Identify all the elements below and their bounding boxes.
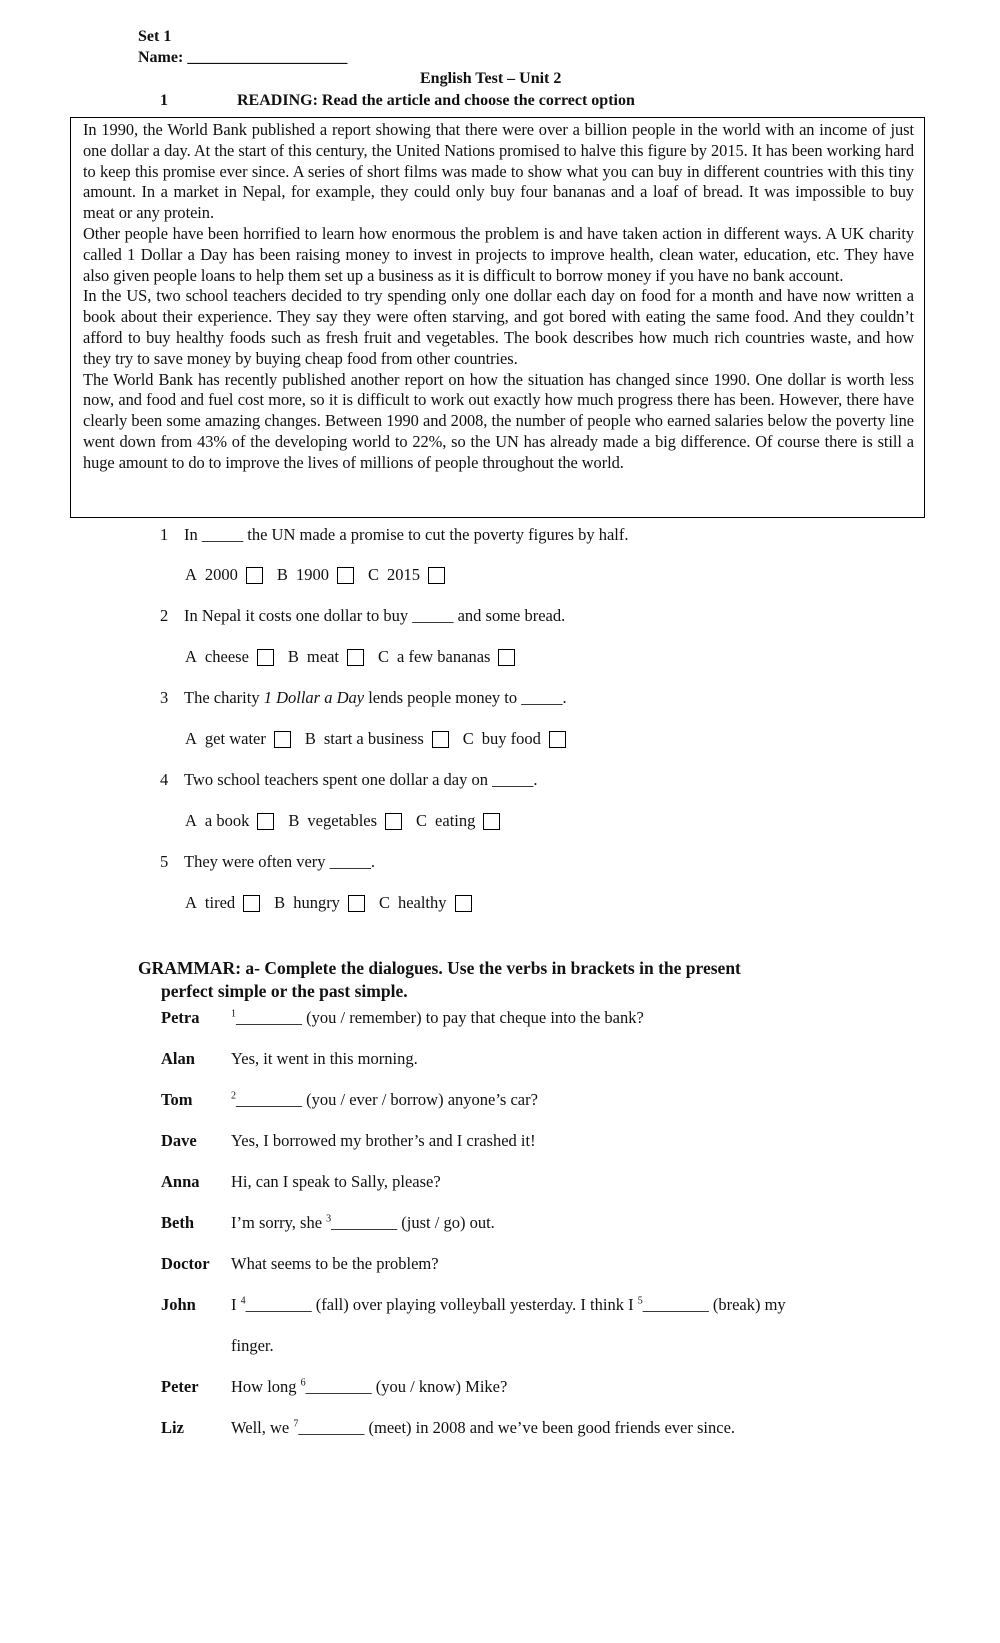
option-checkbox[interactable] [348,895,365,912]
dialogue-text: Yes, I borrowed my brother’s and I crashed it! [231,1131,536,1150]
question-text: In Nepal it costs one dollar to buy _____ and some bread. [184,606,566,625]
question-number: 4 [160,770,169,789]
option-text: eating [435,811,476,830]
question-1-options [185,565,459,585]
option-letter: B [287,647,299,666]
dialogue-line [161,1131,536,1151]
gap-number: 5 [637,1295,643,1307]
dialogue-text [231,1090,538,1110]
question-number: 1 [160,525,169,544]
dialogue-text: finger. [231,1336,274,1355]
dialogue-gap[interactable]: ________ (just / go) out. [331,1213,495,1232]
option-checkbox[interactable] [347,649,364,666]
option-letter: C [377,647,389,666]
question-4-options [185,811,514,831]
option-text: a few bananas [397,647,491,666]
option-b [288,647,364,667]
option-a [185,647,274,667]
dialogue-gap[interactable]: ________ (you / ever / borrow) anyone’s car? [236,1090,538,1109]
speaker-name: Peter [161,1377,199,1396]
option-letter: C [416,811,428,830]
article-paragraph-1: In 1990, the World Bank published a report showing that there were over a billion people in the world with an income of just one dollar a day. At the start of this century, the United Nations promised to halve this figure by 2015. It has been working hard to keep this promise ever since. A series of short films was made to show what you can buy in different countries with this tiny amount. In a market in Nepal, for example, they could only buy four bananas and a loaf of bread. It was impossible to buy meat or any protein. [83,120,914,223]
option-c [379,893,472,913]
gap-number: 3 [326,1213,332,1225]
option-letter: B [288,811,300,830]
option-checkbox[interactable] [498,649,515,666]
grammar-instructions-cont: perfect simple or the past simple. [161,981,408,1001]
speaker-name: Tom [161,1090,193,1109]
dialogue-gap[interactable]: ________ (fall) over playing volleyball yesterday. I think I [245,1295,638,1314]
question-5-options [185,893,486,913]
question-2-options [185,647,529,667]
option-text: 1900 [295,565,329,584]
question-text-end: lends people money to _____. [364,688,567,707]
dialogue-line [161,1049,418,1069]
option-checkbox[interactable] [385,813,402,830]
question-number: 3 [160,688,169,707]
dialogue-line [161,1418,735,1438]
dialogue-gap[interactable]: ________ (you / remember) to pay that cheque into the bank? [236,1008,644,1027]
option-a [185,565,263,585]
test-title: English Test – Unit 2 [420,70,562,87]
option-b [274,893,365,913]
dialogue-text: What seems to be the problem? [231,1254,439,1273]
option-c [463,729,566,749]
dialogue-line [161,1008,644,1028]
option-letter: C [367,565,379,584]
question-number: 2 [160,606,169,625]
grammar-instructions: GRAMMAR: a- Complete the dialogues. Use the verbs in brackets in the present [138,958,741,978]
option-checkbox[interactable] [549,731,566,748]
dialogue-gap[interactable]: ________ (break) my [642,1295,786,1314]
speaker-name: Beth [161,1213,194,1232]
speaker-name: John [161,1295,196,1314]
option-text: vegetables [307,811,378,830]
option-text: tired [204,893,236,912]
dialogue-text [231,1008,644,1028]
option-text: get water [204,729,266,748]
question-4 [160,770,538,790]
option-letter: A [185,729,197,748]
dialogue-text [231,1377,507,1397]
question-text-start: The charity [184,688,264,707]
gap-number: 6 [300,1377,306,1389]
speaker-name: Anna [161,1172,200,1191]
dialogue-gap[interactable]: ________ (you / know) Mike? [305,1377,508,1396]
option-checkbox[interactable] [432,731,449,748]
speaker-name: Petra [161,1008,200,1027]
speaker-name: Liz [161,1418,184,1437]
option-checkbox[interactable] [455,895,472,912]
dialogue-text [231,1213,495,1233]
option-text: start a business [323,729,424,748]
option-letter: B [274,893,286,912]
option-b [288,811,402,831]
option-letter: A [185,565,197,584]
dialogue-text [231,1295,786,1315]
dialogue-line [161,1213,495,1233]
question-text: In _____ the UN made a promise to cut the poverty figures by half. [184,525,629,544]
option-checkbox[interactable] [483,813,500,830]
option-letter: A [185,811,197,830]
option-checkbox[interactable] [257,813,274,830]
dialogue-text: Hi, can I speak to Sally, please? [231,1172,441,1191]
option-letter: C [378,893,390,912]
option-a [185,729,291,749]
option-b [277,565,354,585]
dialogue-line [161,1377,507,1397]
option-a [185,811,274,831]
gap-number: 1 [231,1008,236,1020]
reading-instructions: READING: Read the article and choose the correct option [237,92,635,109]
option-text: healthy [397,893,447,912]
option-letter: A [185,893,197,912]
dialogue-line [161,1172,441,1192]
option-letter: B [304,729,316,748]
option-checkbox[interactable] [274,731,291,748]
option-c [368,565,445,585]
text-part: I’m sorry, she [231,1213,327,1232]
article-paragraph-4: The World Bank has recently published another report on how the situation has changed since 1990. One dollar is worth less now, and food and fuel cost more, so it is difficult to work out exactly how much progress there has been. However, there have clearly been some amazing changes. Between 1990 and 2008, the number of people who earned salaries below the poverty line went down from 43% of the developing world to 22%, so the UN has already made a big difference. Of course there is still a huge amount to do to improve the lives of millions of people throughout the world. [83,369,914,472]
option-checkbox[interactable] [243,895,260,912]
option-text: buy food [481,729,541,748]
speaker-name [161,1336,231,1356]
article-paragraph-3: In the US, two school teachers decided to try spending only one dollar each day on food for a month and have now written a book about their experience. They say they were often starving, and got bored with eating the same food. And they couldn’t afford to buy healthy foods such as fresh fruit and vegetables. The book describes how much rich countries waste, and how they try to save money by buying cheap food from other countries. [83,286,914,368]
question-text: They were often very _____. [184,852,376,871]
question-5 [160,852,375,872]
dialogue-text: Yes, it went in this morning. [231,1049,418,1068]
option-b [305,729,449,749]
set-label: Set 1 [138,28,172,45]
text-part: Well, we [231,1418,294,1437]
gap-number: 7 [293,1418,299,1430]
gap-number: 2 [231,1090,236,1102]
dialogue-text [231,1418,735,1438]
option-checkbox[interactable] [428,567,445,584]
option-text: 2000 [204,565,238,584]
speaker-name: Alan [161,1049,195,1068]
option-text: hungry [293,893,340,912]
article-paragraph-2: Other people have been horrified to learn how enormous the problem is and have taken action in different ways. A UK charity called 1 Dollar a Day has been raising money to invest in projects to improve health, clean water, education, etc. They have also given people loans to help them set up a business as it is difficult to borrow money if you have no bank account. [83,223,914,285]
question-number: 5 [160,852,169,871]
question-2 [160,606,565,626]
question-1 [160,525,628,545]
reading-article [70,117,925,518]
option-text: cheese [204,647,249,666]
option-letter: A [185,647,197,666]
dialogue-line [161,1336,274,1356]
option-checkbox[interactable] [337,567,354,584]
option-checkbox[interactable] [246,567,263,584]
option-letter: C [462,729,474,748]
speaker-name: Dave [161,1131,197,1150]
option-a [185,893,260,913]
option-text: 2015 [386,565,420,584]
dialogue-gap[interactable]: ________ (meet) in 2008 and we’ve been good friends ever since. [298,1418,736,1437]
speaker-name: Doctor [161,1254,210,1273]
text-part: I [231,1295,241,1314]
dialogue-line [161,1254,439,1274]
charity-name: 1 Dollar a Day [263,688,365,707]
question-text: Two school teachers spent one dollar a day on _____. [184,770,538,789]
dialogue-line [161,1295,786,1315]
question-3-options [185,729,580,749]
name-field[interactable]: Name: ____________________ [138,49,348,66]
section-number: 1 [160,92,168,109]
gap-number: 4 [240,1295,246,1307]
option-letter: B [276,565,288,584]
text-part: How long [231,1377,301,1396]
option-text: meat [306,647,339,666]
option-checkbox[interactable] [257,649,274,666]
option-c [416,811,500,831]
option-text: a book [204,811,250,830]
option-c [378,647,515,667]
dialogue-line [161,1090,538,1110]
question-3 [160,688,567,708]
